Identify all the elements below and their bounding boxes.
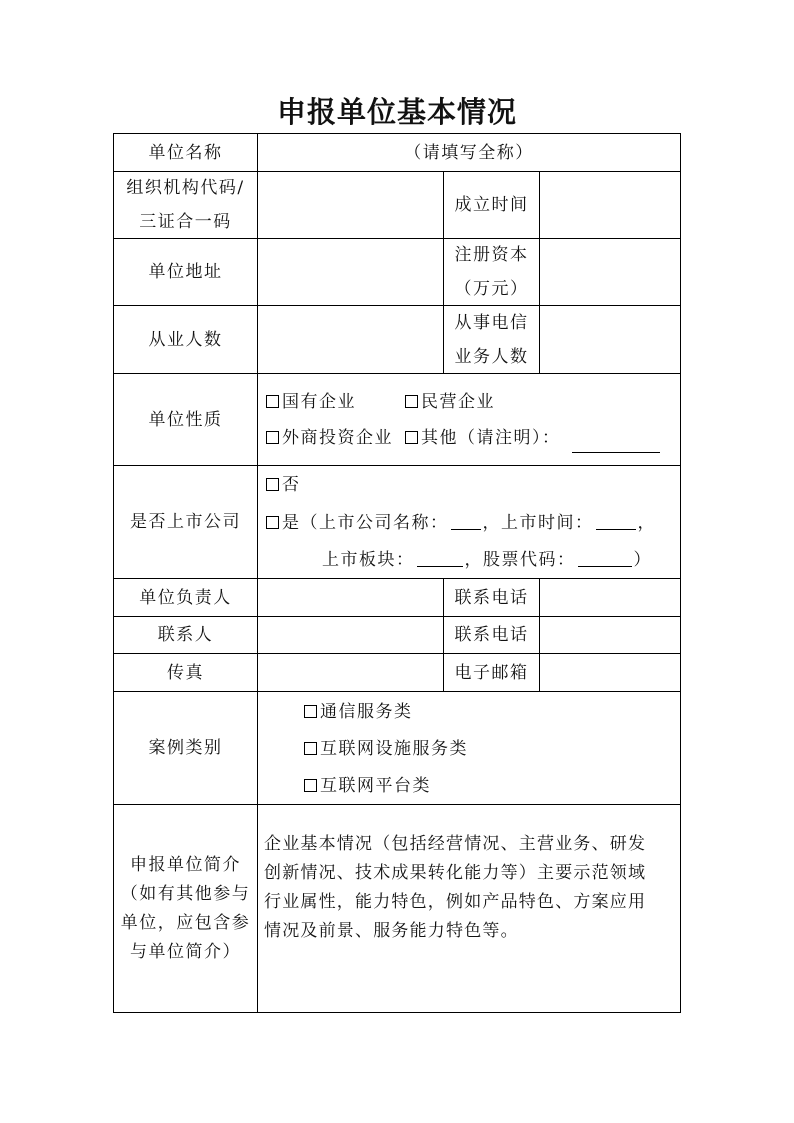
leader-phone-label: 联系电话 (454, 587, 529, 608)
checkbox-icon[interactable] (266, 478, 279, 491)
listed-board-line: 上市板块： ，股票代码： ） (322, 550, 652, 570)
telecom-staff-label (444, 306, 539, 373)
page-title: 申报单位基本情况 (276, 95, 517, 129)
other-specify-blank[interactable] (572, 452, 660, 453)
listed-board-blank[interactable] (417, 552, 463, 567)
fax-field[interactable] (258, 654, 443, 691)
unit-name-hint: （请填写全称） (404, 142, 534, 163)
founded-date-label: 成立时间 (454, 195, 529, 215)
nature-option-state[interactable]: 国有企业 (266, 390, 356, 414)
listed-time-blank[interactable] (596, 515, 636, 530)
intro-label (114, 805, 257, 1012)
contact-phone-label: 联系电话 (454, 625, 529, 645)
leader-field[interactable] (258, 579, 443, 616)
telecom-staff-label-line2: 业务人数 (454, 346, 529, 367)
contact-label: 联系人 (157, 625, 214, 645)
intro-content-line3: 行业属性，能力特色，例如产品特色、方案应用 (264, 892, 647, 912)
checkbox-icon[interactable] (304, 705, 317, 718)
intro-content-field[interactable] (264, 830, 664, 946)
intro-content-line2: 创新情况、技术成果转化能力等）主要示范领域 (264, 863, 647, 883)
checkbox-icon[interactable] (304, 742, 317, 755)
address-field[interactable] (258, 239, 443, 305)
fax-label: 传真 (167, 662, 204, 683)
telecom-staff-field[interactable] (540, 306, 680, 373)
registered-capital-label (444, 239, 539, 305)
leader-label: 单位负责人 (139, 587, 232, 608)
case-category-label: 案例类别 (148, 738, 223, 758)
registered-capital-label-line2: （万元） (454, 279, 529, 299)
org-code-label (114, 172, 257, 238)
intro-label-line2: （如有其他参与 (120, 883, 251, 904)
intro-content-line4: 情况及前景、服务能力特色等。 (264, 921, 519, 941)
checkbox-icon[interactable] (266, 395, 279, 408)
listed-option-yes[interactable]: 是（上市公司名称： ，上市时间： ， (266, 511, 656, 535)
checkbox-icon[interactable] (405, 431, 418, 444)
contact-field[interactable] (258, 617, 443, 653)
category-option-platform[interactable]: 互联网平台类 (304, 774, 431, 798)
staff-count-label: 从业人数 (148, 329, 223, 350)
intro-label-line4: 与单位简介） (130, 941, 241, 962)
org-code-label-line2: 三证合一码 (139, 212, 232, 232)
checkbox-icon[interactable] (266, 431, 279, 444)
category-option-telecom[interactable]: 通信服务类 (304, 700, 413, 724)
unit-nature-label: 单位性质 (148, 409, 223, 430)
contact-phone-field[interactable] (540, 617, 680, 653)
category-option-infra[interactable]: 互联网设施服务类 (304, 737, 468, 761)
leader-phone-field[interactable] (540, 579, 680, 616)
intro-label-line3: 单位，应包含参 (120, 912, 251, 933)
checkbox-icon[interactable] (266, 516, 279, 529)
founded-date-field[interactable] (540, 172, 680, 238)
intro-label-line1: 申报单位简介 (130, 854, 241, 875)
checkbox-icon[interactable] (405, 395, 418, 408)
staff-count-field[interactable] (258, 306, 443, 373)
listed-option-no[interactable]: 否 (266, 473, 301, 497)
unit-name-field[interactable] (258, 134, 680, 171)
registered-capital-label-line1: 注册资本 (454, 245, 529, 265)
stock-code-blank[interactable] (578, 552, 632, 567)
telecom-staff-label-line1: 从事电信 (454, 312, 529, 333)
registered-capital-field[interactable] (540, 239, 680, 305)
listed-company-label: 是否上市公司 (130, 512, 241, 532)
intro-content-line1: 企业基本情况（包括经营情况、主营业务、研发 (264, 834, 647, 854)
nature-option-private[interactable]: 民营企业 (405, 390, 495, 414)
email-label: 电子邮箱 (454, 662, 529, 683)
org-code-field[interactable] (258, 172, 443, 238)
listed-company-name-blank[interactable] (451, 515, 481, 530)
checkbox-icon[interactable] (304, 779, 317, 792)
email-field[interactable] (540, 654, 680, 691)
unit-name-label: 单位名称 (148, 142, 223, 163)
org-code-label-line1: 组织机构代码/ (126, 178, 245, 198)
address-label: 单位地址 (148, 262, 223, 282)
nature-option-foreign[interactable]: 外商投资企业 (266, 426, 393, 450)
nature-option-other[interactable]: 其他（请注明）： (405, 426, 561, 450)
